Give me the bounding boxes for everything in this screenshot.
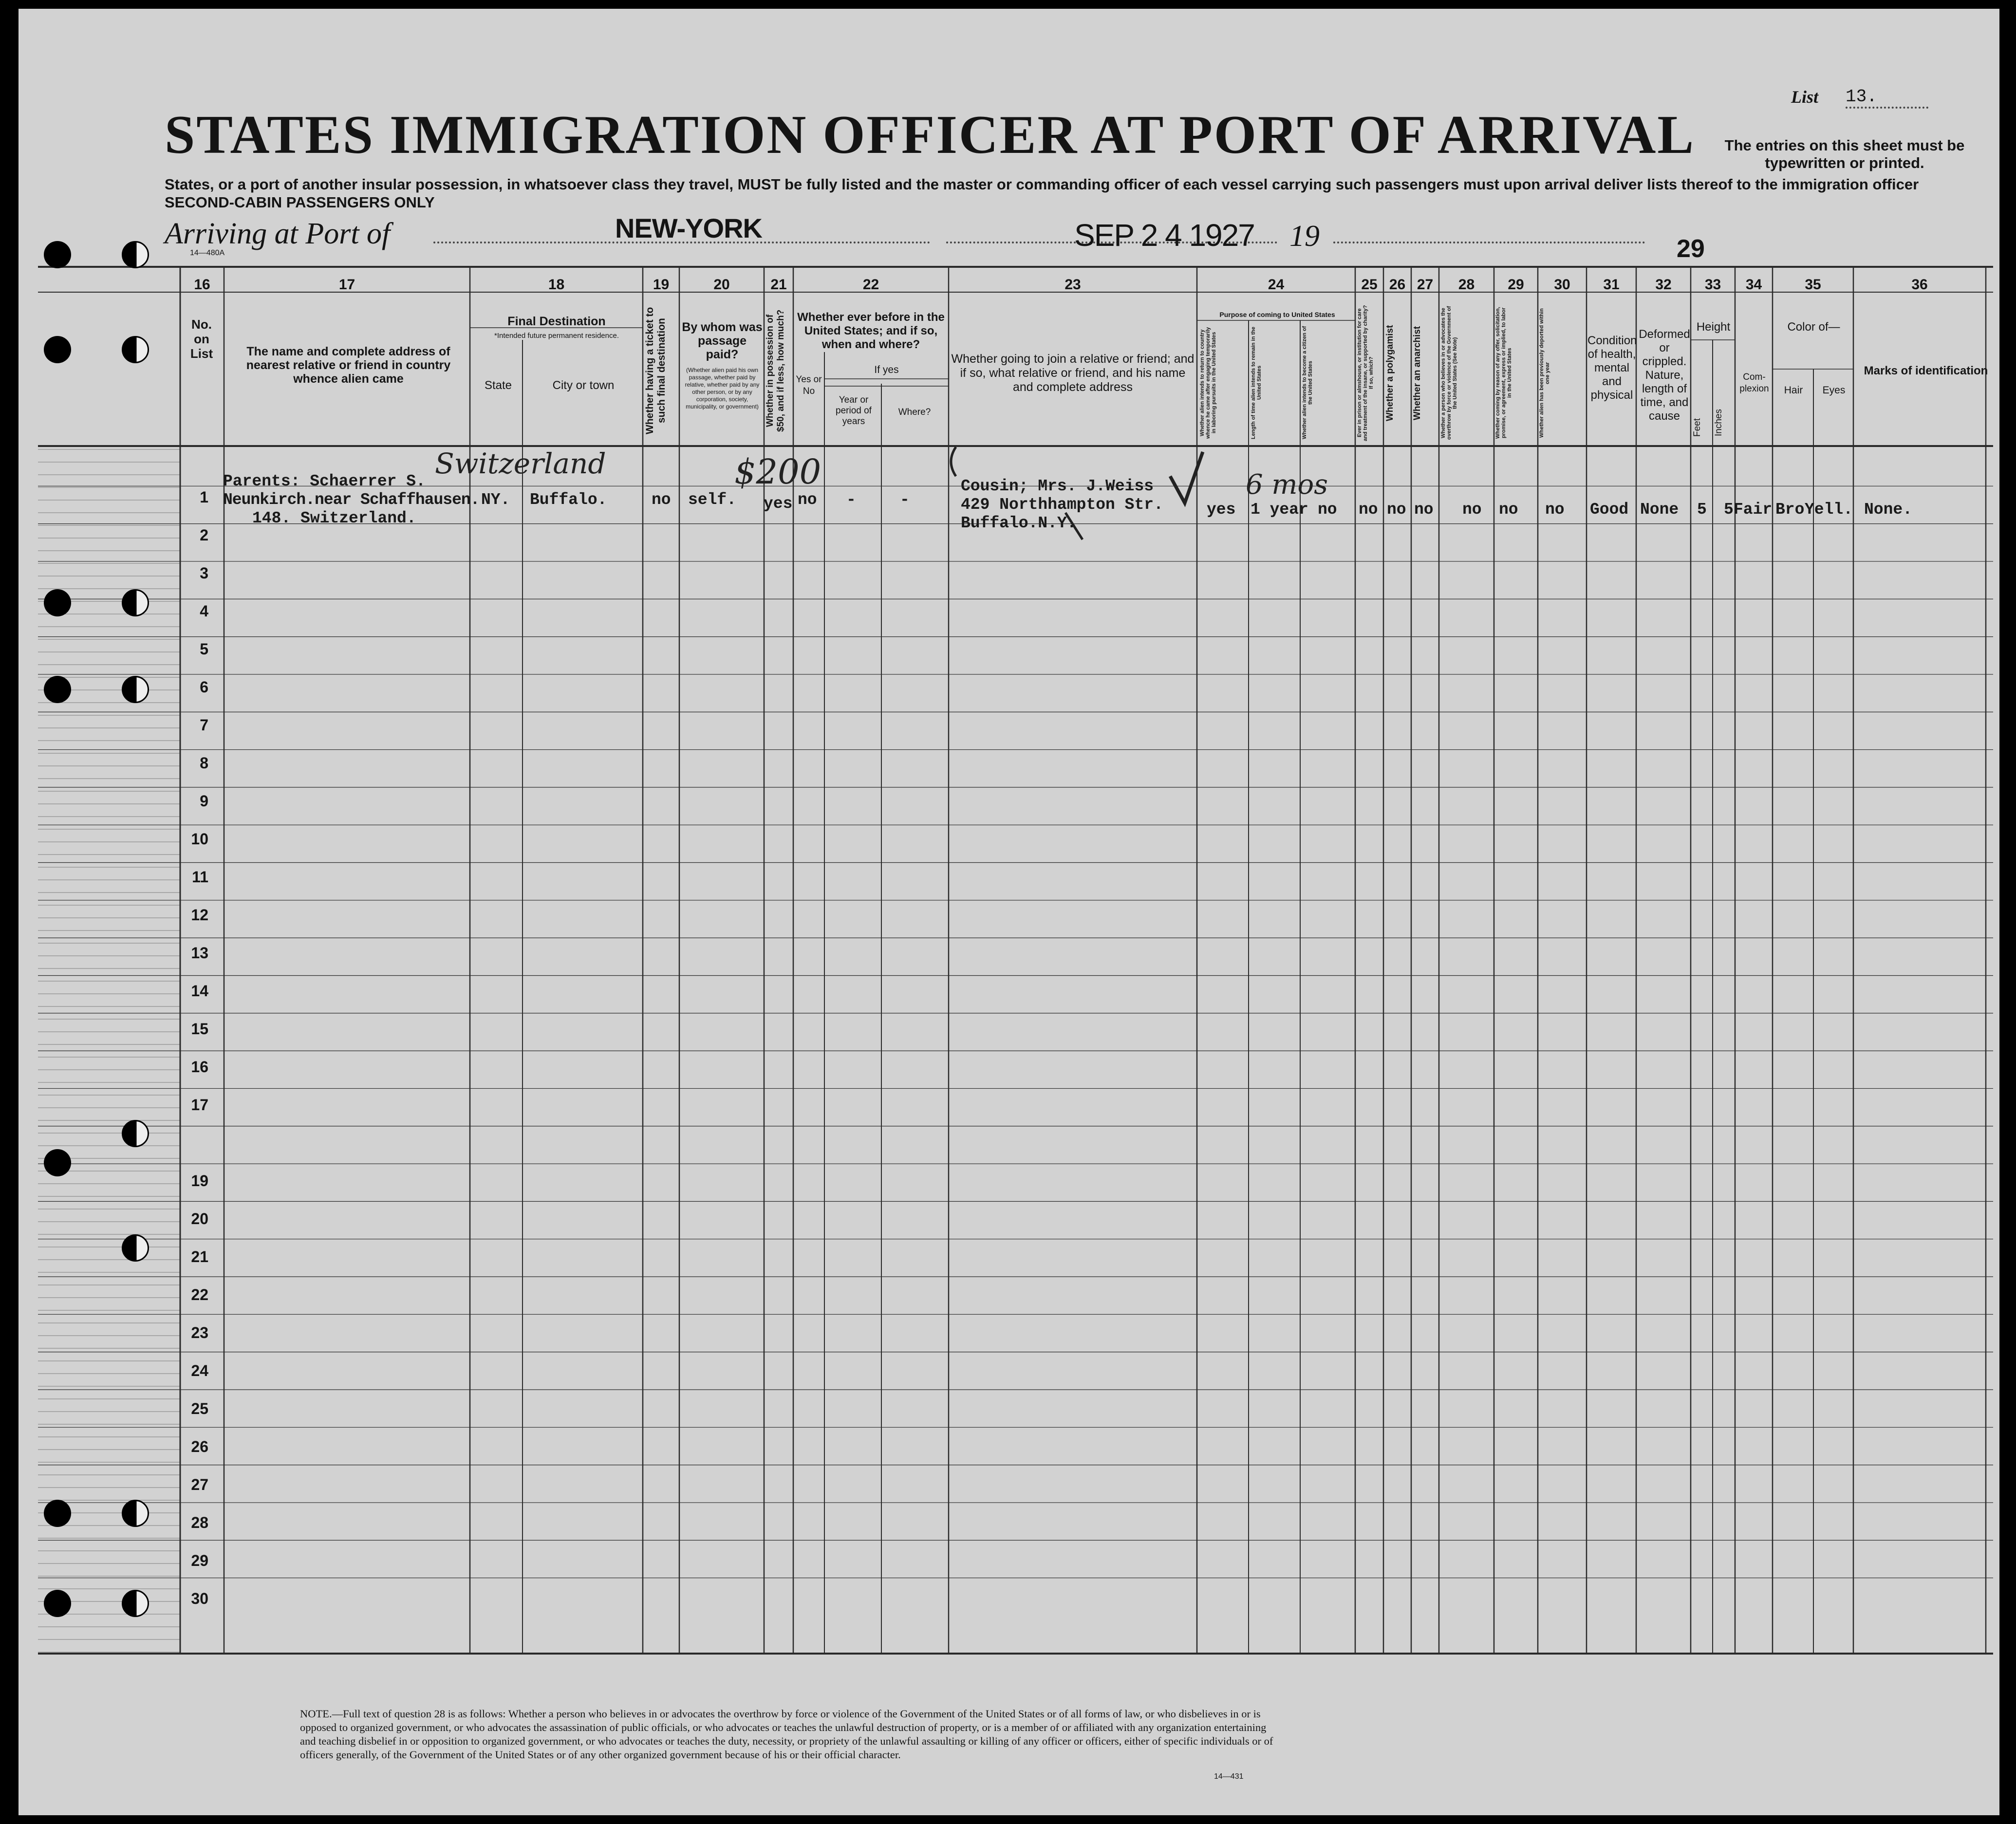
row-number-23: 23 xyxy=(191,1324,208,1341)
marks-value: None. xyxy=(1864,501,1913,519)
eyes-value: Yell. xyxy=(1805,501,1853,519)
overthrow-value: no xyxy=(1462,501,1482,519)
column-number-22: 22 xyxy=(862,277,879,293)
row-number-22: 22 xyxy=(191,1286,208,1303)
money-value: yes xyxy=(764,495,793,513)
binder-hole xyxy=(44,336,71,363)
binder-hole xyxy=(44,241,71,268)
binder-hole xyxy=(122,1500,149,1527)
row-number-25: 25 xyxy=(191,1400,208,1417)
row-number-26: 26 xyxy=(191,1438,208,1455)
column-number-25: 25 xyxy=(1361,277,1378,293)
form-code: 14—480A xyxy=(190,249,225,257)
row-number-30: 30 xyxy=(191,1590,208,1607)
row-number-5: 5 xyxy=(200,640,208,658)
row-number-3: 3 xyxy=(200,564,208,582)
row-number-20: 20 xyxy=(191,1210,208,1228)
header-ticket: Whether having a ticket to such final destination xyxy=(644,307,667,434)
list-label: List xyxy=(1791,87,1819,107)
row-number-9: 9 xyxy=(200,792,208,810)
header-passage: By whom was passage paid? xyxy=(682,320,763,361)
row-number-15: 15 xyxy=(191,1020,208,1038)
column-number-29: 29 xyxy=(1508,277,1524,293)
binder-hole xyxy=(122,241,149,268)
binder-hole xyxy=(122,1234,149,1262)
relative-line-1: Parents: Schaerrer S. xyxy=(223,472,426,490)
page-title: STATES IMMIGRATION OFFICER AT PORT OF ARRIVAL xyxy=(165,105,1696,165)
header-offer-labor: Whether coming by reason of any offer, solicitation, promise, or agreement, express or implied, to labor in the United States xyxy=(1495,307,1512,439)
header-if-yes: If yes xyxy=(874,364,899,375)
column-number-24: 24 xyxy=(1268,277,1285,293)
complexion-value: Fair xyxy=(1734,501,1773,519)
row-number-12: 12 xyxy=(191,906,208,924)
header-relative: The name and complete address of nearest relative or friend in country whence alien came xyxy=(246,345,451,386)
handwritten-marks xyxy=(19,9,1999,593)
column-number-30: 30 xyxy=(1554,277,1570,293)
hair-value: Bro xyxy=(1775,501,1805,519)
binder-hole xyxy=(44,1149,71,1176)
header-height: Height xyxy=(1696,320,1731,334)
inches-value: 5 xyxy=(1724,501,1734,519)
header-eyes: Eyes xyxy=(1822,385,1846,396)
row-number-29: 29 xyxy=(191,1552,208,1569)
date-stamp: SEP 2 4 1927 xyxy=(1074,218,1254,253)
manifest-sheet xyxy=(19,9,1999,1815)
column-number-26: 26 xyxy=(1389,277,1406,293)
column-number-20: 20 xyxy=(713,277,730,293)
row-number-27: 27 xyxy=(191,1476,208,1493)
header-return-intent: Whether alien intends to return to country whence he came after engaging temporarily in laboring pursuits in the United States xyxy=(1199,327,1217,439)
join-line-3: Buffalo.N.Y. xyxy=(961,514,1077,532)
state-typed: NY. xyxy=(481,491,510,509)
city-typed: Buffalo. xyxy=(530,491,607,509)
binder-hole xyxy=(122,589,149,616)
state-handwritten: Switzerland xyxy=(435,447,606,480)
binder-hole xyxy=(44,676,71,703)
prison-value: no xyxy=(1359,501,1378,519)
binder-hole xyxy=(44,1500,71,1527)
join-line-2: 429 Northhampton Str. xyxy=(961,496,1163,514)
column-number-23: 23 xyxy=(1064,277,1081,293)
deported-value: no xyxy=(1545,501,1565,519)
row-number-16: 16 xyxy=(191,1058,208,1076)
question-28-note: NOTE.—Full text of question 28 is as follows: Whether a person who believes in or advocates the overthrow by force or violence of the Government of the United States or of all forms of law, or who disbelieves in or is opposed to organized government, or who advocates the assassination of public officials, or who advocates or teaches the unlawful destruction of property, or is a member of or affiliated with any organization entertaining and teaching disbelief in or opposition to organized government, or who advocates or teaches the duty, necessity, or propriety of the unlawful assaulting or killing of any officer or officers, either of specific individuals or of officers generally, of the Government of the United States or of any other organized government because of his or their official character. xyxy=(300,1708,1273,1761)
header-yes-no: Yes or No xyxy=(796,374,822,396)
citizen-value: no xyxy=(1318,501,1337,519)
header-deported: Whether alien has been previously deported within one year xyxy=(1539,308,1550,438)
binder-hole xyxy=(122,336,149,363)
header-before-in-us: Whether ever before in the United States; and if so, when and where? xyxy=(797,311,945,351)
row-number-8: 8 xyxy=(200,754,208,772)
column-number-31: 31 xyxy=(1603,277,1620,293)
header-hair: Hair xyxy=(1784,385,1803,396)
length-stay-value: 1 year xyxy=(1251,501,1308,519)
header-complexion: Com-plexion xyxy=(1739,372,1769,394)
header-prison: Ever in prison or almshouse, or institution for care and treatment of the insane, or supported by charity? If so, which? xyxy=(1357,305,1374,441)
before-period: - xyxy=(846,491,856,509)
header-where: Where? xyxy=(898,407,931,417)
row-number-2: 2 xyxy=(200,526,208,544)
header-anarchist: Whether an anarchist xyxy=(1412,326,1422,420)
binder-hole xyxy=(122,676,149,703)
column-number-36: 36 xyxy=(1911,277,1928,293)
column-number-18: 18 xyxy=(548,277,565,293)
column-number-21: 21 xyxy=(770,277,787,293)
money-handwritten: $200 xyxy=(734,452,821,492)
passage-value: self. xyxy=(688,491,737,509)
row-number-7: 7 xyxy=(200,716,208,734)
port-name: NEW-YORK xyxy=(615,213,762,243)
anarchist-value: no xyxy=(1414,501,1434,519)
header-money: Whether in possession of $50, and if less, how much? xyxy=(765,309,786,432)
header-inches: Inches xyxy=(1714,409,1724,436)
slash-mark-join xyxy=(1065,513,1083,540)
relative-line-3: 148. Switzerland. xyxy=(252,509,416,527)
footer-form-code: 14—431 xyxy=(1214,1772,1244,1781)
header-passage-note: (Whether alien paid his own passage, whether paid by relative, whether paid by any other person, or by any corporation, society, municipality, or government) xyxy=(685,367,760,410)
column-number-16: 16 xyxy=(194,277,210,293)
year-suffix: 29 xyxy=(1677,235,1705,263)
cabin-class: SECOND-CABIN PASSENGERS ONLY xyxy=(165,194,435,211)
list-number: 13. xyxy=(1846,87,1928,109)
row-number-1: 1 xyxy=(200,488,208,506)
row-number-10: 10 xyxy=(191,830,208,848)
row-number-28: 28 xyxy=(191,1514,208,1531)
row-number-17: 17 xyxy=(191,1096,208,1114)
header-destination-note: *Intended future permanent residence. xyxy=(494,332,619,340)
column-number-35: 35 xyxy=(1805,277,1821,293)
header-join-relative: Whether going to join a relative or friend; and if so, what relative or friend, and his name and complete address xyxy=(951,352,1195,394)
header-color-of: Color of— xyxy=(1787,320,1840,334)
column-number-32: 32 xyxy=(1655,277,1672,293)
header-deformed: Deformed or crippled. Nature, length of time, and cause xyxy=(1639,328,1690,423)
year-prefix: 19 xyxy=(1289,220,1320,253)
header-citizen: Whether alien intends to become a citizen of the United States xyxy=(1302,326,1313,440)
binder-hole xyxy=(44,1590,71,1617)
instructions-text: States, or a port of another insular possession, in whatsoever class they travel, MUST be fully listed and the master or commanding officer of each vessel carrying such passengers must upon arrival deliver lists thereof to the immigration officer xyxy=(165,176,1919,193)
bracket-mark-join xyxy=(951,447,956,476)
typewritten-note: The entries on this sheet must be typewritten or printed. xyxy=(1724,137,1965,171)
join-line-1: Cousin; Mrs. J.Weiss xyxy=(961,477,1154,495)
binder-hole xyxy=(122,1590,149,1617)
row-number-13: 13 xyxy=(191,944,208,962)
before-where: - xyxy=(900,491,910,509)
health-value: Good xyxy=(1590,501,1629,519)
header-feet: Feet xyxy=(1692,418,1702,437)
column-number-28: 28 xyxy=(1458,277,1475,293)
header-period: Year or period of years xyxy=(836,395,872,427)
header-length-stay: Length of time alien intends to remain in the United States xyxy=(1251,326,1262,439)
column-number-27: 27 xyxy=(1417,277,1434,293)
column-number-17: 17 xyxy=(338,277,355,293)
offer-labor-value: no xyxy=(1499,501,1518,519)
row-number-14: 14 xyxy=(191,982,208,1000)
ticket-value: no xyxy=(652,491,671,509)
polygamist-value: no xyxy=(1387,501,1406,519)
length-handwritten: 6 mos xyxy=(1246,469,1328,501)
before-yes-no: no xyxy=(798,491,817,509)
header-purpose: Purpose of coming to United States xyxy=(1219,311,1335,318)
column-number-33: 33 xyxy=(1704,277,1721,293)
relative-line-2: Neunkirch.near Schaffhausen. xyxy=(223,491,480,509)
header-no-on-list: No. on List xyxy=(190,317,213,361)
column-number-34: 34 xyxy=(1745,277,1762,293)
arriving-label: Arriving at Port of xyxy=(165,217,391,250)
header-overthrow: Whether a person who believes in or advocates the overthrow by force or violence of the Government of the United States (See Note) xyxy=(1440,306,1458,440)
return-intent-value: yes xyxy=(1207,501,1236,519)
column-number-19: 19 xyxy=(653,277,670,293)
header-city: City or town xyxy=(552,379,615,392)
feet-value: 5 xyxy=(1697,501,1707,519)
header-final-destination: Final Destination xyxy=(507,315,606,328)
row-number-21: 21 xyxy=(191,1248,208,1266)
check-mark-join xyxy=(1170,452,1203,503)
row-number-11: 11 xyxy=(192,868,208,886)
header-health: Condition of health, mental and physical xyxy=(1587,334,1637,402)
header-marks: Marks of identification xyxy=(1864,364,1988,377)
deformed-value: None xyxy=(1640,501,1679,519)
row-number-4: 4 xyxy=(200,602,208,620)
binder-hole xyxy=(44,589,71,616)
row-number-19: 19 xyxy=(191,1172,208,1190)
header-state: State xyxy=(484,379,512,392)
binder-hole xyxy=(122,1120,149,1147)
row-number-24: 24 xyxy=(191,1362,208,1379)
row-number-6: 6 xyxy=(200,678,208,696)
header-polygamist: Whether a polygamist xyxy=(1385,325,1395,421)
